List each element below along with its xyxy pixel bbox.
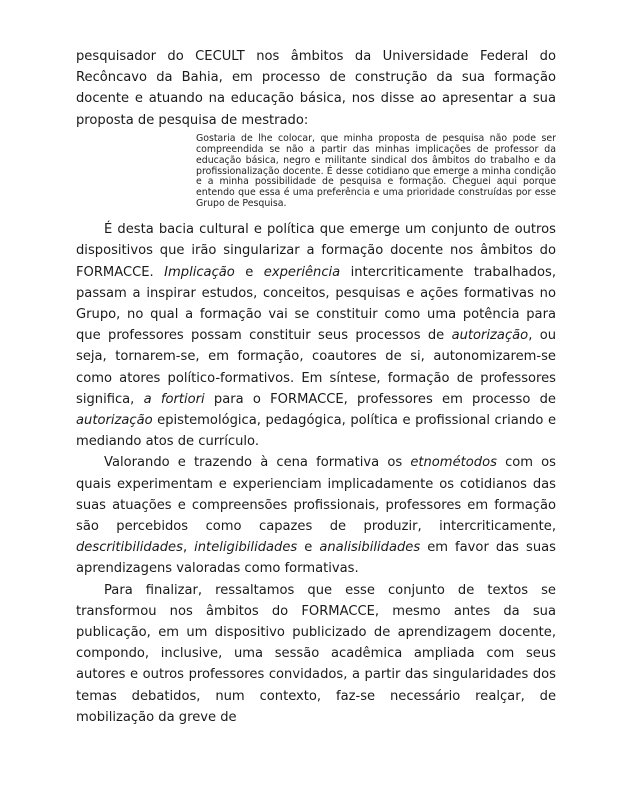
emphasis-term: a fortiori <box>143 391 205 407</box>
paragraph-etnometodos <box>76 452 556 579</box>
paragraph-text: para o FORMACCE, professores em processo de <box>204 391 556 407</box>
paragraph-text: e <box>234 264 264 280</box>
paragraph-finalizar: Para finalizar, ressaltamos que esse conjunto de textos se transformou nos âmbitos do FORMACCE, mesmo antes da sua publicação, em um dispositivo publicizado de aprendizagem docente, compondo, inclusive, uma sessão acadêmica ampliada com seus autores e outros professores convidados, a partir das singularidades dos temas debatidos, num contexto, faz-se necessário realçar, de mobilização da greve de <box>76 582 556 725</box>
emphasis-term: autorização <box>451 328 529 344</box>
document-page <box>76 46 556 728</box>
paragraph-text: epistemológica, pedagógica, política e profissional criando e mediando atos de currículo. <box>76 412 556 450</box>
emphasis-term: autorização <box>76 412 153 428</box>
paragraph-text: e <box>297 540 320 556</box>
paragraph-text: , ou seja, tornarem-se, em formação, coautores de si, autonomizarem-se como atores político-formativos. Em síntese, formação de professores significa, <box>76 328 556 407</box>
paragraph-text: em favor das suas aprendizagens valoradas como formativas. <box>76 540 556 577</box>
emphasis-term: descritibilidades <box>76 540 183 556</box>
emphasis-term: analisibilidades <box>319 540 421 556</box>
emphasis-term: experiência <box>263 264 341 280</box>
emphasis-term: Implicação <box>164 264 235 280</box>
paragraph-text: Valorando e trazendo à cena formativa os <box>104 455 411 471</box>
emphasis-term: inteligibilidades <box>194 540 298 556</box>
paragraph-text: , <box>182 540 195 556</box>
paragraph-text: intercriticamente trabalhados, passam a inspirar estudos, conceitos, pesquisas e ações formativas no Grupo, no qual a formação vai se constituir como uma potência para que professores possam constituir seus processos de <box>76 264 556 344</box>
paragraph-text: com os quais experimentam e experienciam implicadamente os cotidianos das suas atuações e compreensões profissionais, professores em formação são percebidos como capazes de produzir, intercriticamente, <box>76 455 557 534</box>
emphasis-term: etnométodos <box>410 455 497 471</box>
block-quote: Gostaria de lhe colocar, que minha proposta de pesquisa não pode ser compreendida se não a partir das minhas implicações de professor da educação básica, negro e militante sindical dos âmbitos do trabalho e da profissionalização docente. É desse cotidiano que emerge a minha condição e a minha possibilidade de pesquisa e formação. Cheguei aqui porque entendo que essa é uma preferência e uma prioridade construídas por esse Grupo de Pesquisa. <box>196 132 556 210</box>
intro-paragraph: pesquisador do CECULT nos âmbitos da Universidade Federal do Recôncavo da Bahia, em processo de construção da sua formação docente e atuando na educação básica, nos disse ao apresentar a sua proposta de pesquisa de mestrado: <box>76 49 556 128</box>
paragraph-dispositivos <box>76 219 556 452</box>
paragraph-text: É desta bacia cultural e política que emerge um conjunto de outros dispositivos que irão singularizar a formação docente nos âmbitos do FORMACCE. <box>76 222 556 280</box>
